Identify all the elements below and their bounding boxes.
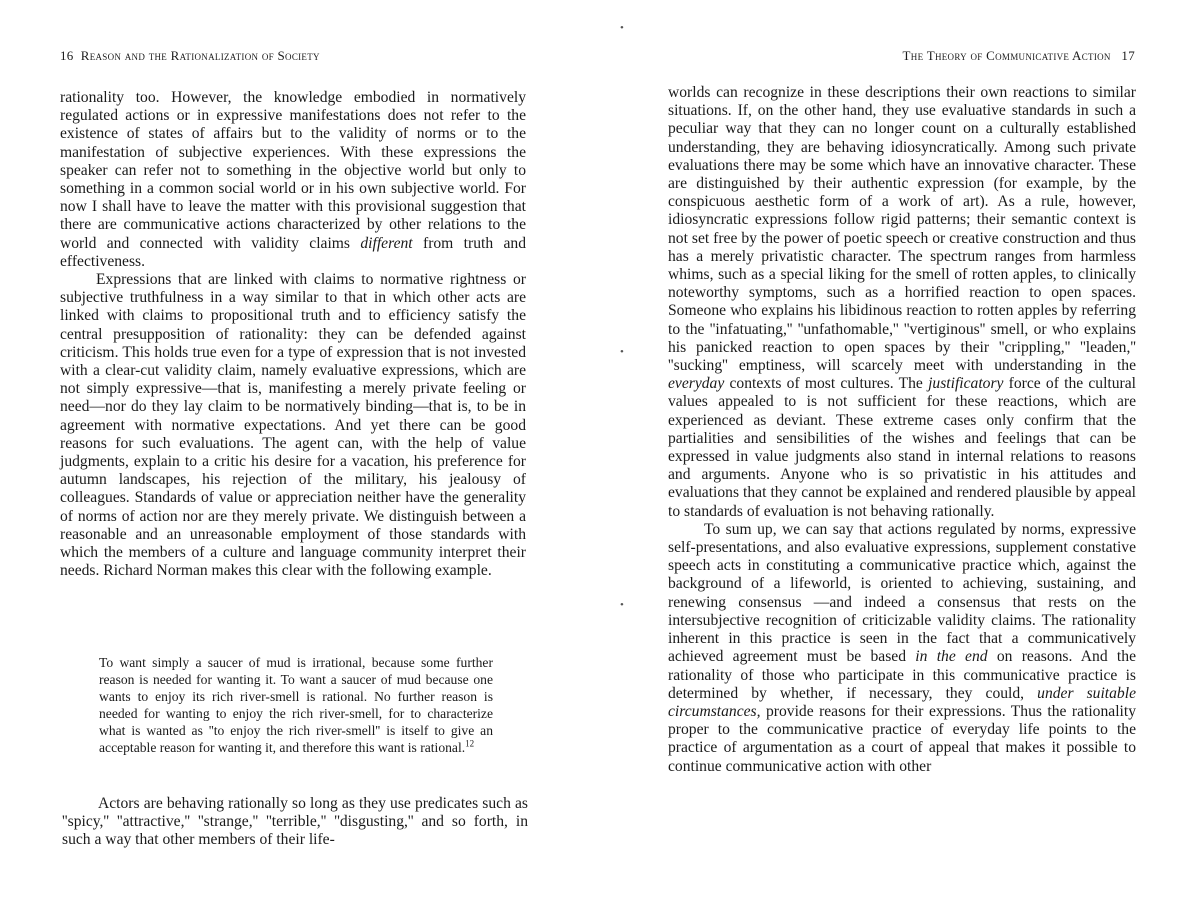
gutter-speck: • [620, 22, 624, 34]
right-p1-c: force of the cultural values appealed to is not sufficient for these reactions, which are experienced as deviant. These extreme cases only confirm that the partialities and sensibilities of the wishes and feelings that can be expressed in value judgments also stand in internal relations to reasons and arguments. Anyone who is so privatistic in his attitudes and evaluations that they cannot be explained and rendered plausible by appeal to standards of evaluation is not behaving rationally. [668, 375, 1136, 520]
right-p2-emphasis-2: under suitable circumstances, [668, 684, 1136, 720]
left-paragraph-2: Expressions that are linked with claims to normative rightness or subjective truthfulness in a way similar to that in which other acts are linked with claims to propositional truth and to efficiency satisfy the central presupposition of rationality: they can be defended against criticism. This holds true even for a type of expression that is not invested with a clear-cut validity claim, namely evaluative expressions, which are not simply expressive—that is, manifesting a merely private feeling or need—nor do they lay claim to be normatively binding—that is, to be in agreement with normative expectations. And yet there can be good reasons for such evaluations. The agent can, with the help of value judgments, explain to a critic his desire for a vacation, his preference for autumn landscapes, his rejection of the military, his jealousy of colleagues. Standards of value or appreciation neither have the generality of norms of action nor are they merely private. We distinguish between a reasonable and an unreasonable employment of those standards with which the members of a culture and language community interpret their needs. Richard Norman makes this clear with the following example. [60, 271, 526, 580]
left-paragraph-1-end: from truth and effectiveness. [60, 234, 527, 270]
left-main-text [60, 89, 526, 580]
right-p1-emphasis-2: justificatory [928, 375, 1004, 393]
block-quote [99, 655, 493, 756]
gutter-speck: • [620, 346, 624, 358]
right-page-number: 17 [1121, 48, 1135, 63]
gutter-speck: • [620, 599, 624, 611]
left-paragraph-3: Actors are behaving rationally so long as they use predicates such as ''spicy,'' ''attractive,'' ''strange,'' ''terrible,'' ''disgusting,'' and so forth, in such a way that other members of their life- [62, 795, 528, 849]
right-main-text [668, 84, 1136, 776]
left-running-head-title: Reason and the Rationalization of Society [80, 48, 320, 63]
right-p1-b: contexts of most cultures. The [729, 375, 923, 393]
right-paragraph-2 [668, 521, 1136, 776]
left-paragraph-1-text: rationality too. However, the knowledge embodied in normatively regulated actions or in expressive manifestations does not refer to the existence of states of affairs but to the validity of norms or to the manifestation of subjective experiences. With these expressions the speaker can refer not to something in the objective world but only to something in a common social world or in his own subjective world. For now I shall have to leave the matter with this provisional suggestion that there are communicative actions characterized by other relations to the world and connected with validity claims [60, 89, 526, 252]
left-paragraph-1-emphasis: different [360, 234, 413, 252]
left-bottom-text [62, 795, 528, 850]
right-paragraph-1 [668, 84, 1136, 521]
right-p2-b: on reasons. And the rationality of those who participate in this communicative practice is determined by whether, if necessary, they could, [668, 648, 1136, 702]
footnote-ref: 12 [465, 738, 475, 748]
right-running-head-title: The Theory of Communicative Action [902, 48, 1111, 63]
right-p2-a: To sum up, we can say that actions regulated by norms, expressive self-presentations, and also evaluative expressions, supplement constative speech acts in constituting a communicative practice which, against the background of a lifeworld, is oriented to achieving, sustaining, and renewing consensus —and indeed a consensus that rests on the intersubjective recognition of criticizable validity claims. The rationality inherent in this practice is seen in the fact that a communicatively achieved agreement must be based [668, 520, 1136, 666]
right-page [600, 0, 1199, 899]
left-running-head [60, 48, 320, 64]
right-p2-c: provide reasons for their expressions. Thus the rationality proper to the communicative practice of everyday life points to the practice of argumentation as a court of appeal that makes it possible to continue communicative action with other [668, 702, 1136, 775]
right-p2-emphasis-1: in the end [915, 648, 988, 666]
left-page-number: 16 [60, 48, 74, 63]
left-paragraph-1 [60, 89, 526, 271]
right-p1-a: worlds can recognize in these descriptions their own reactions to similar situations. If, on the other hand, they use evaluative standards in such a peculiar way that they can no longer count on a culturally established understanding, they are behaving idiosyncratically. Among such private evaluations there may be some which have an innovative character. These are distinguished by their authentic expression (for example, by the conspicuous aesthetic form of a work of art). As a rule, however, idiosyncratic expressions follow rigid patterns; their semantic context is not set free by the power of poetic speech or creative construction and thus has a merely privatistic character. The spectrum ranges from harmless whims, such as a special liking for the smell of rotten apples, to clinically noteworthy symptoms, such as a horrified reaction to open spaces. Someone who explains his libidinous reaction to rotten apples by referring to the ''infatuating,'' ''unfathomable,'' ''vertiginous'' smell, or who explains his panicked reaction to open spaces by their ''crippling,'' ''leaden,'' ''sucking'' emptiness, will scarcely meet with understanding in the [668, 84, 1136, 375]
right-running-head [903, 48, 1135, 64]
right-p1-emphasis-1: everyday [668, 375, 725, 393]
block-quote-text: To want simply a saucer of mud is irrational, because some further reason is needed for wanting it. To want a saucer of mud because one wants to enjoy its rich river-smell is rational. No further reason is needed for wanting to enjoy the rich river-smell, for to characterize what is wanted as ''to enjoy the rich river-smell'' is itself to give an acceptable reason for wanting it, and therefore this want is rational. [99, 655, 493, 755]
